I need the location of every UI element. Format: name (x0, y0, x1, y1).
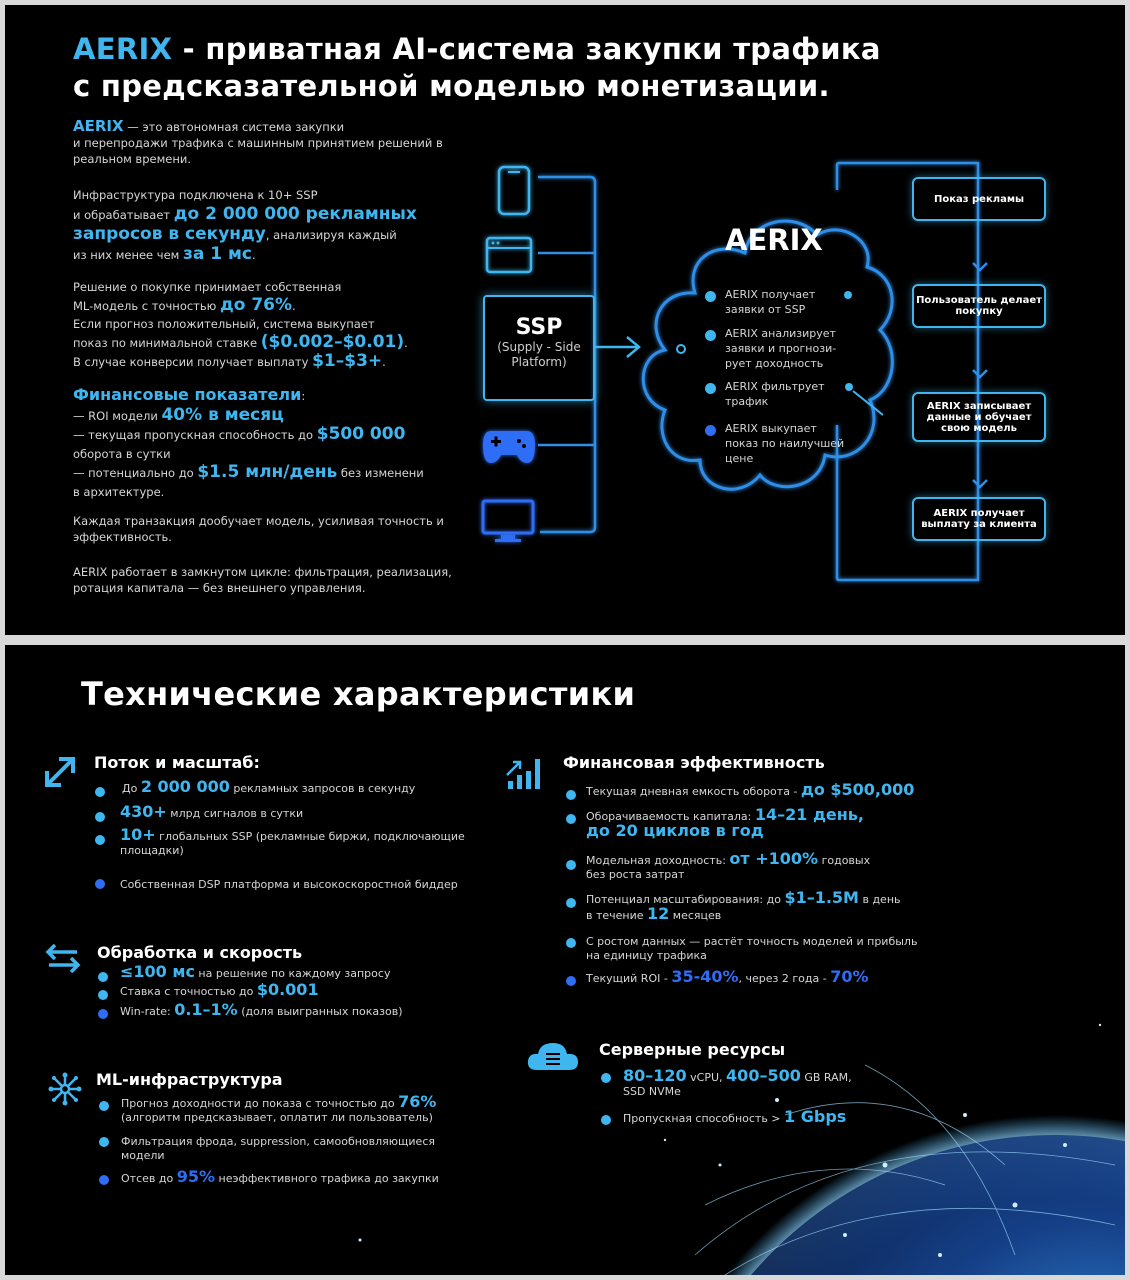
monitor-icon (483, 501, 533, 542)
bullet (98, 972, 108, 982)
cloud-bullet (705, 383, 716, 394)
server-item-cpu: 80–120 vCPU, 400–500 GB RAM, SSD NVMe (623, 1066, 852, 1098)
bullet (95, 787, 105, 797)
ml-heading: ML-инфраструктура (96, 1070, 283, 1089)
slide-aerix-overview (5, 5, 1125, 635)
slide-tech-specs (5, 645, 1125, 1275)
bullet (566, 860, 576, 870)
speed-item-latency: ≤100 мс на решение по каждому запросу (120, 962, 391, 981)
fin-item-yield: Модельная доходность: от +100% годовых без роста затрат (586, 849, 871, 881)
bullet (601, 1115, 611, 1125)
cloud-server-icon (525, 1038, 581, 1078)
browser-icon (487, 238, 531, 272)
flow-box-payout: AERIX получает выплату за клиента (912, 497, 1046, 541)
cloud-bullet (705, 425, 716, 436)
bullet (566, 976, 576, 986)
ml-item-fraud: Фильтрация фрода, suppression, самообновляющиеся модели (121, 1135, 435, 1162)
page-title: AERIX - приватная AI-система закупки трафика с предсказательной моделью монетизации. (73, 32, 881, 103)
speed-heading: Обработка и скорость (97, 943, 303, 962)
bullet (98, 1009, 108, 1019)
swap-arrows-icon (45, 943, 81, 973)
phone-icon (499, 167, 529, 214)
financial-heading: Финансовые показатели (73, 385, 302, 404)
bullet (566, 938, 576, 948)
bullet (99, 1101, 109, 1111)
cloud-item: AERIX фильтрует трафик (725, 380, 825, 408)
infra-paragraph: Инфраструктура подключена к 10+ SSP и обрабатывает до 2 000 000 рекламных запросов в секунду, анализируя каждый из них менее чем за 1 мс. (73, 188, 417, 264)
bullet (95, 812, 105, 822)
bullet (601, 1073, 611, 1083)
bullet (95, 879, 105, 889)
cloud-bullet (705, 330, 716, 341)
fin-item-data: С ростом данных — растёт точность моделей и прибыль на единицу трафика (586, 935, 918, 962)
flow-item-requests: До 2 000 000 рекламных запросов в секунду (122, 777, 416, 796)
cloud-item: AERIX анализирует заявки и прогнози-рует доходность (725, 327, 837, 370)
flow-heading: Поток и масштаб: (94, 753, 260, 772)
server-heading: Серверные ресурсы (599, 1040, 786, 1059)
growth-chart-icon (505, 755, 545, 791)
speed-item-bid: Ставка с точностью до $0.001 (120, 980, 319, 999)
fin-item-capacity: Текущая дневная емкость оборота - до $500,000 (586, 780, 915, 799)
ml-item-forecast: Прогноз доходности до показа с точностью до 76% (алгоритм предсказывает, оплатит ли пользователь) (121, 1092, 437, 1124)
bullet (99, 1137, 109, 1147)
ssp-box: SSP (Supply - Side Platform) (483, 295, 595, 401)
flow-box-ad-show: Показ рекламы (912, 177, 1046, 221)
transaction-paragraph: Каждая транзакция дообучает модель, усиливая точность и эффективность. (73, 514, 444, 544)
cloud-item: AERIX получает заявки от SSP (725, 288, 816, 316)
flow-item-ssp: 10+ глобальных SSP (рекламные биржи, подключающие площадки) (120, 825, 465, 857)
ml-item-filter: Отсев до 95% неэффективного трафика до закупки (121, 1167, 439, 1186)
cloud-bullet (705, 291, 716, 302)
bullet (99, 1175, 109, 1185)
intro-paragraph: AERIX — это автономная система закупки и перепродажи трафика с машинным принятием решений в реальном времени. (73, 117, 443, 166)
speed-item-winrate: Win-rate: 0.1–1% (доля выигранных показов) (120, 1000, 403, 1019)
cloud-item: AERIX выкупает показ по наилучшей цене (725, 422, 845, 465)
neural-network-icon (47, 1071, 83, 1107)
bullet (566, 790, 576, 800)
flow-box-learn: AERIX записывает данные и обучает свою модель (912, 392, 1046, 442)
loop-paragraph: AERIX работает в замкнутом цикле: фильтрация, реализация, ротация капитала — без внешнего управления. (73, 565, 452, 595)
flow-box-purchase: Пользователь делает покупку (912, 284, 1046, 328)
fin-item-turnover: Оборачиваемость капитала: 14–21 день, до 20 циклов в год (586, 805, 864, 840)
flow-item-signals: 430+ млрд сигналов в сутки (120, 802, 304, 821)
server-item-bandwidth: Пропускная способность > 1 Gbps (623, 1107, 847, 1126)
bullet (566, 814, 576, 824)
flow-item-dsp: Собственная DSP платформа и высокоскоростной биддер (120, 878, 458, 891)
bullet (98, 990, 108, 1000)
fin-item-roi: Текущий ROI - 35-40%, через 2 года - 70% (586, 967, 869, 986)
resize-arrows-icon (43, 755, 77, 789)
bullet (95, 835, 105, 845)
decision-paragraph: Решение о покупке принимает собственная ML-модель с точностью до 76%. Если прогноз положительный, система выкупает показ по минимальной ставке ($0.002–$0.01). В случае конверсии получает выплату $1–$3+. (73, 280, 408, 371)
fin-heading: Финансовая эффективность (563, 753, 825, 772)
cloud-title: AERIX (725, 223, 823, 257)
financial-paragraph: Финансовые показатели: — ROI модели 40% в месяц — текущая пропускная способность до $500 000 оборота в сутки — потенциально до $1.5 млн/день без изменени в архитектуре. (73, 385, 424, 499)
bullet (566, 898, 576, 908)
fin-item-scale: Потенциал масштабирования: до $1–1.5M в день в течение 12 месяцев (586, 888, 901, 923)
page-title: Технические характеристики (81, 675, 636, 713)
gamepad-icon (483, 431, 535, 463)
